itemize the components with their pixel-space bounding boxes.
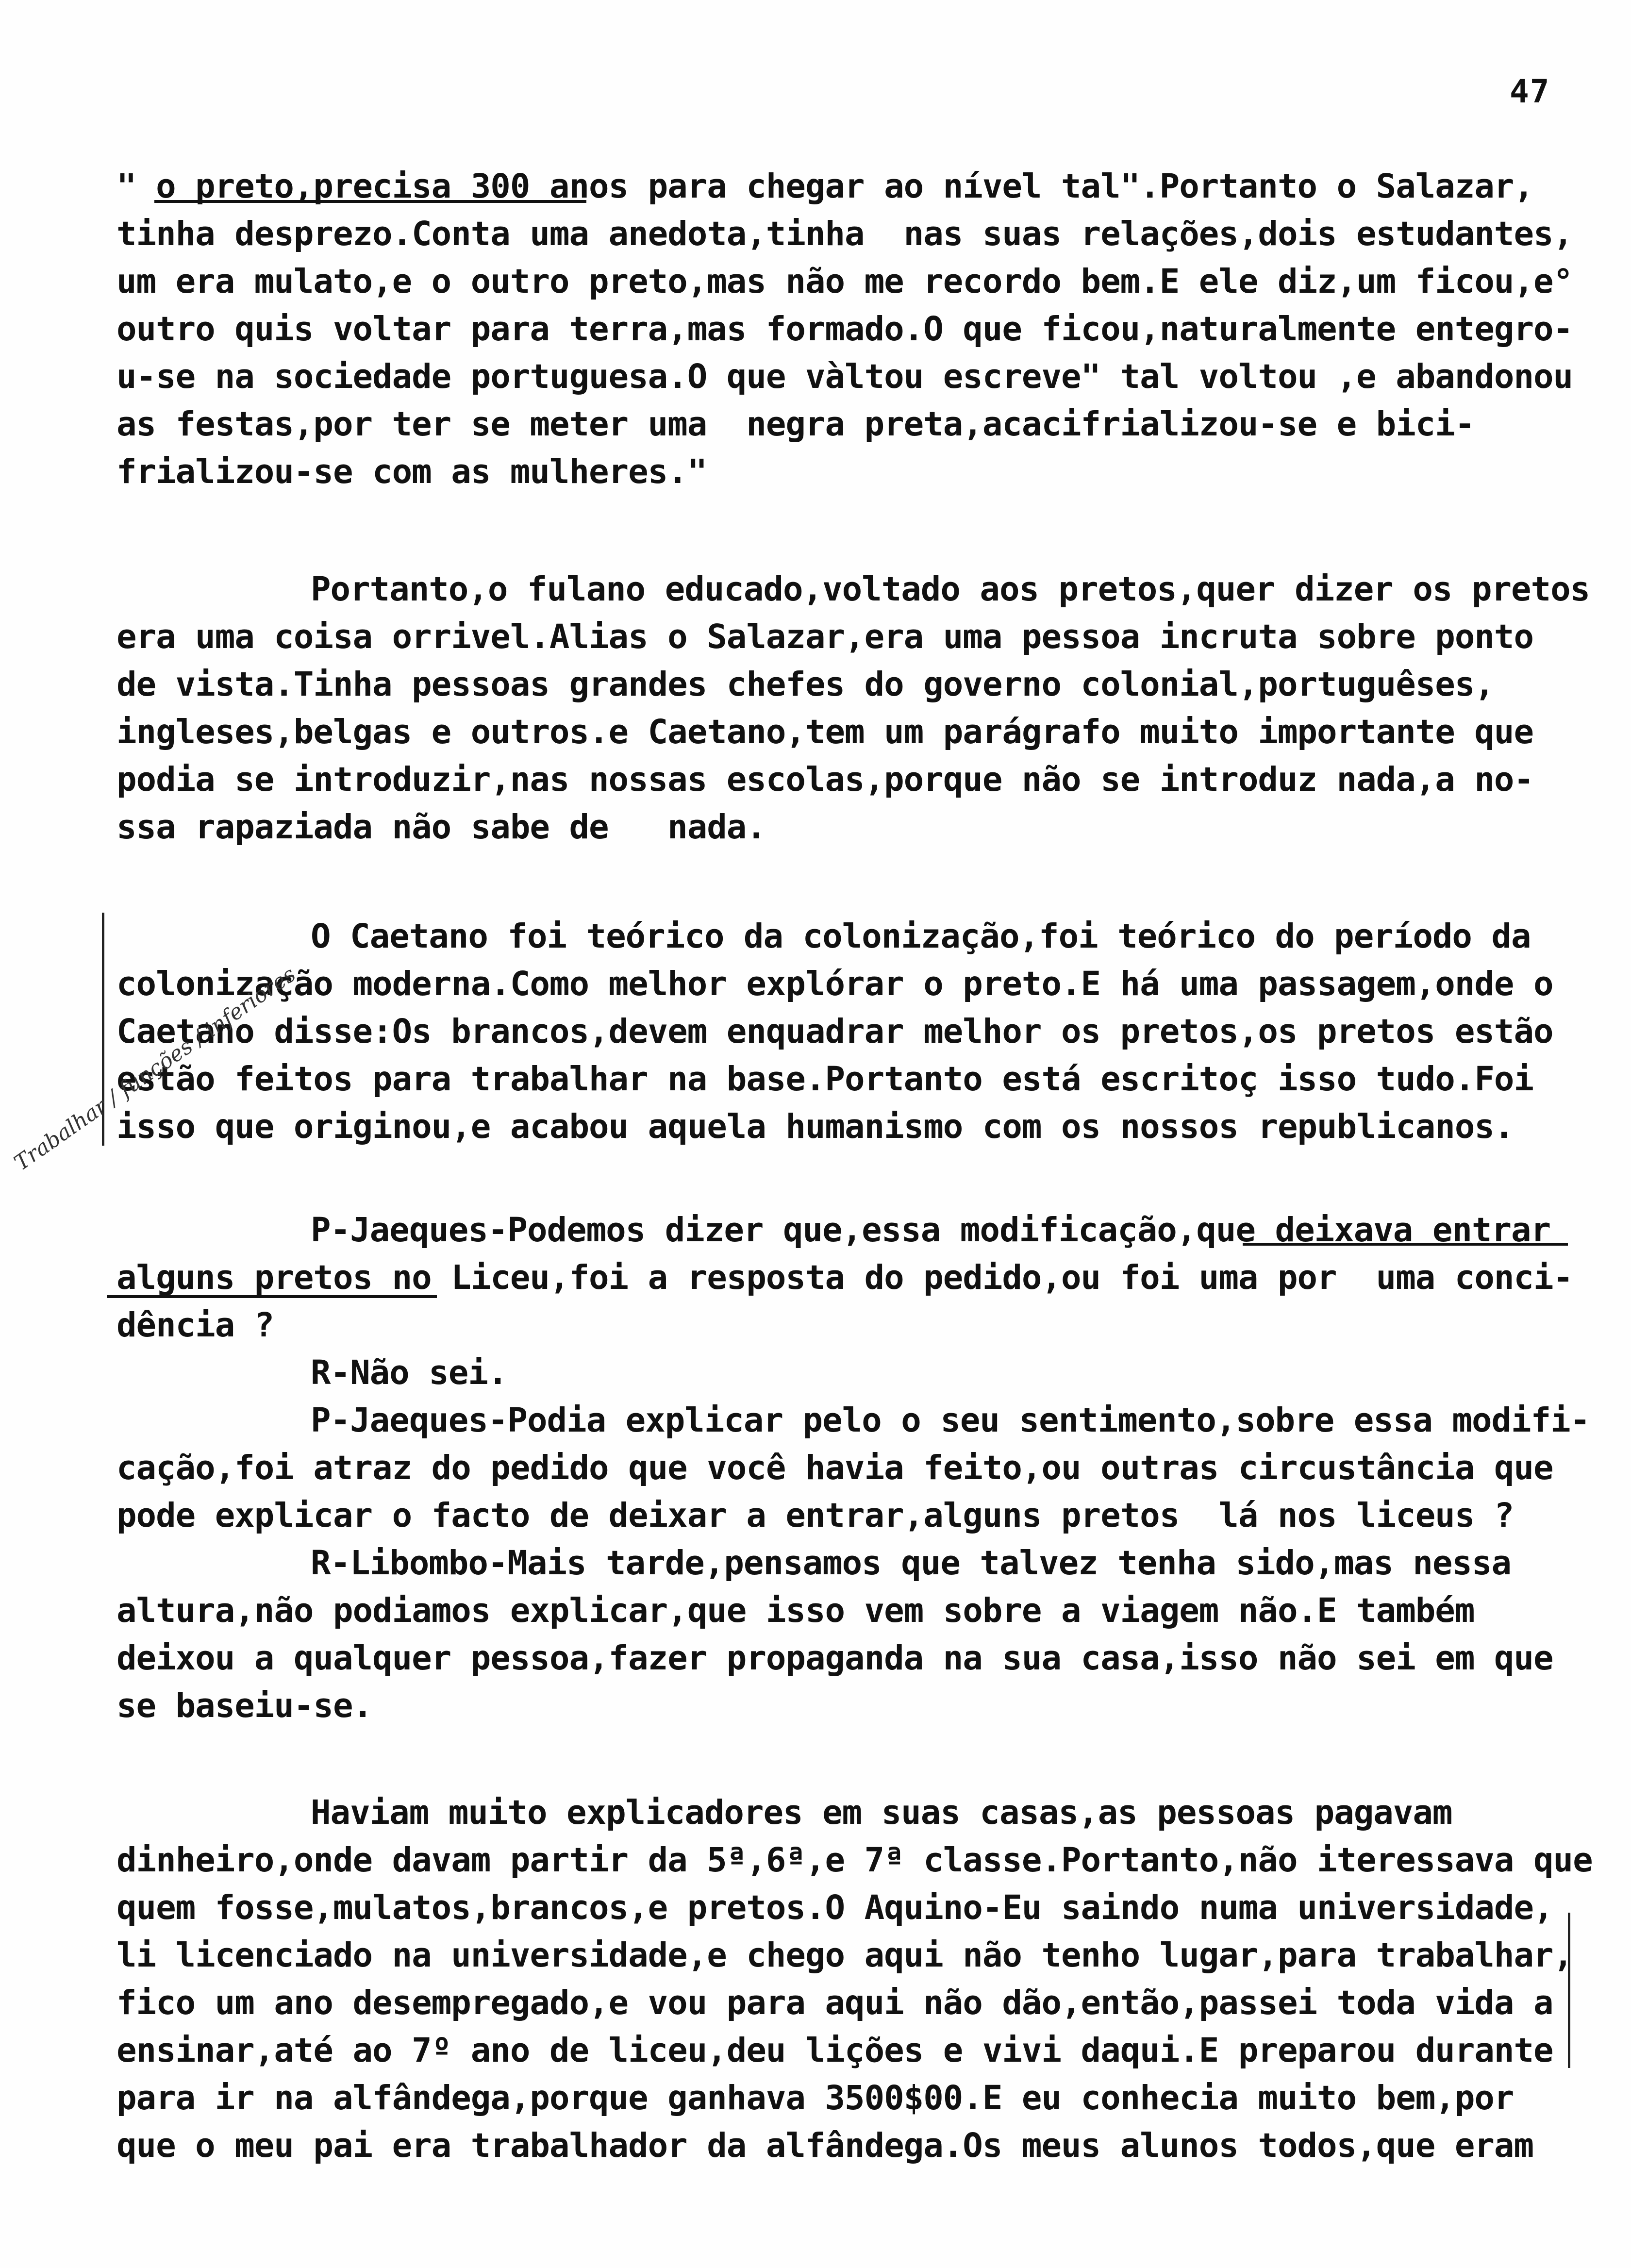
text-line: P-Jaeques-Podia explicar pelo o seu sentimento,sobre essa modifi-	[311, 1401, 1590, 1440]
underline-mark	[154, 200, 586, 203]
text-line: que o meu pai era trabalhador da alfândega.Os meus alunos todos,que eram	[116, 2126, 1533, 2165]
text-line: dinheiro,onde davam partir da 5ª,6ª,e 7ª classe.Portanto,não iteressava que	[116, 1841, 1593, 1880]
text-line: altura,não podiamos explicar,que isso vem sobre a viagem não.E também	[116, 1591, 1475, 1630]
text-line: isso que originou,e acabou aquela humanismo com os nossos republicanos.	[116, 1107, 1514, 1146]
text-line: frializou-se com as mulheres."	[116, 452, 707, 491]
text-line: " o preto,precisa 300 anos para chegar ao nível tal".Portanto o Salazar,	[116, 167, 1533, 206]
text-line: O Caetano foi teórico da colonização,foi teórico do período da	[311, 917, 1531, 956]
text-line: Caetano disse:Os brancos,devem enquadrar melhor os pretos,os pretos estão	[116, 1012, 1553, 1051]
text-line: ssa rapaziada não sabe de nada.	[116, 808, 766, 847]
text-line: li licenciado na universidade,e chego aqui não tenho lugar,para trabalhar,	[116, 1936, 1573, 1975]
text-line: outro quis voltar para terra,mas formado.O que ficou,naturalmente entegro-	[116, 310, 1573, 349]
margin-bracket	[1568, 1913, 1570, 2068]
text-line: Haviam muito explicadores em suas casas,as pessoas pagavam	[311, 1793, 1452, 1832]
text-line: deixou a qualquer pessoa,fazer propaganda na sua casa,isso não sei em que	[116, 1639, 1553, 1678]
page-number: 47	[1510, 73, 1550, 110]
text-line: de vista.Tinha pessoas grandes chefes do governo colonial,portuguêses,	[116, 665, 1494, 704]
text-line: cação,foi atraz do pedido que você havia feito,ou outras circustância que	[116, 1449, 1553, 1487]
text-line: se baseiu-se.	[116, 1686, 373, 1725]
text-line: fico um ano desempregado,e vou para aqui não dão,então,passei toda vida a	[116, 1984, 1553, 2022]
text-line: pode explicar o facto de deixar a entrar,alguns pretos lá nos liceus ?	[116, 1496, 1514, 1535]
text-line: para ir na alfândega,porque ganhava 3500$00.E eu conhecia muito bem,por	[116, 2079, 1514, 2118]
text-line: estão feitos para trabalhar na base.Portanto está escritoç isso tudo.Foi	[116, 1060, 1533, 1099]
underline-mark	[1243, 1243, 1568, 1246]
text-line: alguns pretos no Liceu,foi a resposta do pedido,ou foi uma por uma conci-	[116, 1258, 1573, 1297]
text-line: dência ?	[116, 1306, 274, 1345]
text-line: as festas,por ter se meter uma negra preta,acacifrializou-se e bici-	[116, 405, 1475, 444]
text-line: Portanto,o fulano educado,voltado aos pretos,quer dizer os pretos	[311, 570, 1590, 609]
text-line: P-Jaeques-Podemos dizer que,essa modificação,que deixava entrar	[311, 1211, 1551, 1250]
underline-mark	[107, 1295, 437, 1298]
text-line: podia se introduzir,nas nossas escolas,porque não se introduz nada,a no-	[116, 760, 1533, 799]
text-line: era uma coisa orrivel.Alias o Salazar,era uma pessoa incruta sobre ponto	[116, 617, 1533, 656]
text-line: ensinar,até ao 7º ano de liceu,deu lições e vivi daqui.E preparou durante	[116, 2031, 1553, 2070]
text-line: u-se na sociedade portuguesa.O que vàltou escreve" tal voltou ,e abandonou	[116, 357, 1573, 396]
handwritten-margin-note: Trabalhar / funções / inferiores	[10, 962, 300, 1176]
text-line: um era mulato,e o outro preto,mas não me recordo bem.E ele diz,um ficou,e°	[116, 262, 1573, 301]
text-line: ingleses,belgas e outros.e Caetano,tem um parágrafo muito importante que	[116, 713, 1533, 751]
text-line: colonização moderna.Como melhor explórar o preto.E há uma passagem,onde o	[116, 965, 1553, 1003]
text-line: tinha desprezo.Conta uma anedota,tinha nas suas relações,dois estudantes,	[116, 215, 1573, 253]
text-line: R-Não sei.	[311, 1353, 508, 1392]
text-line: quem fosse,mulatos,brancos,e pretos.O Aquino-Eu saindo numa universidade,	[116, 1888, 1553, 1927]
text-line: R-Libombo-Mais tarde,pensamos que talvez tenha sido,mas nessa	[311, 1544, 1512, 1583]
